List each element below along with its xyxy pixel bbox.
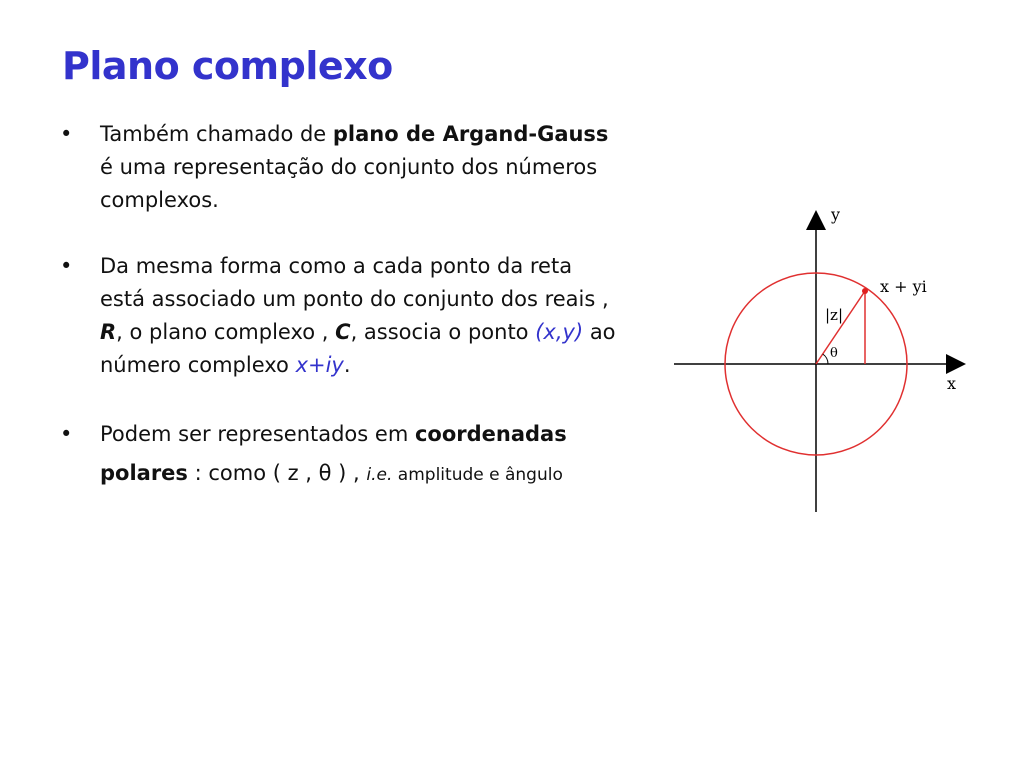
x-axis-label: x	[947, 374, 957, 393]
complex-symbol: C	[335, 320, 351, 344]
bullet-2-text: Da mesma forma como a cada ponto da reta está associado um ponto do conjunto dos reais ,	[100, 254, 609, 311]
bullet-2-text-2: , o plano complexo ,	[116, 320, 336, 344]
bullet-3-bold: coordenadas polares	[100, 422, 567, 485]
complex-point	[862, 288, 868, 294]
reals-symbol: R	[100, 320, 117, 344]
point-xy: (x,y)	[535, 320, 584, 344]
bullet-marker: •	[60, 422, 73, 446]
bullet-2-text-5: .	[343, 353, 351, 377]
bullet-item-2	[60, 250, 620, 382]
modulus-segment	[816, 291, 865, 364]
bullet-2-text-4: ao número complexo	[100, 320, 616, 377]
bullet-1-text-2: é uma representação do conjunto dos números complexos.	[100, 155, 598, 212]
bullet-1-text: Também chamado de	[100, 122, 333, 146]
bullet-1-bold: plano de Argand-Gauss	[332, 122, 609, 146]
bullet-3-text-3: amplitude e ângulo	[392, 465, 563, 485]
bullet-3-text-2: : como ( z , θ ) ,	[187, 461, 367, 485]
bullet-marker: •	[60, 254, 73, 278]
slide-title: Plano complexo	[62, 44, 393, 88]
angle-label: θ	[830, 346, 838, 361]
bullet-list	[60, 118, 620, 528]
bullet-item-3	[60, 415, 620, 495]
modulus-label: |z|	[825, 306, 844, 324]
y-axis-label: y	[831, 205, 841, 224]
x-axis-arrow	[946, 354, 966, 374]
bullet-marker: •	[60, 122, 73, 146]
complex-number-expr: x+iy	[295, 353, 344, 377]
angle-arc	[823, 354, 828, 364]
bullet-item-1	[60, 118, 620, 217]
ie-abbrev: i.e.	[366, 465, 393, 485]
point-label: x + yi	[880, 277, 927, 296]
bullet-2-text-3: , associa o ponto	[350, 320, 536, 344]
y-axis-arrow	[806, 210, 826, 230]
bullet-3-text: Podem ser representados em	[100, 422, 415, 446]
complex-plane-diagram	[670, 200, 970, 520]
